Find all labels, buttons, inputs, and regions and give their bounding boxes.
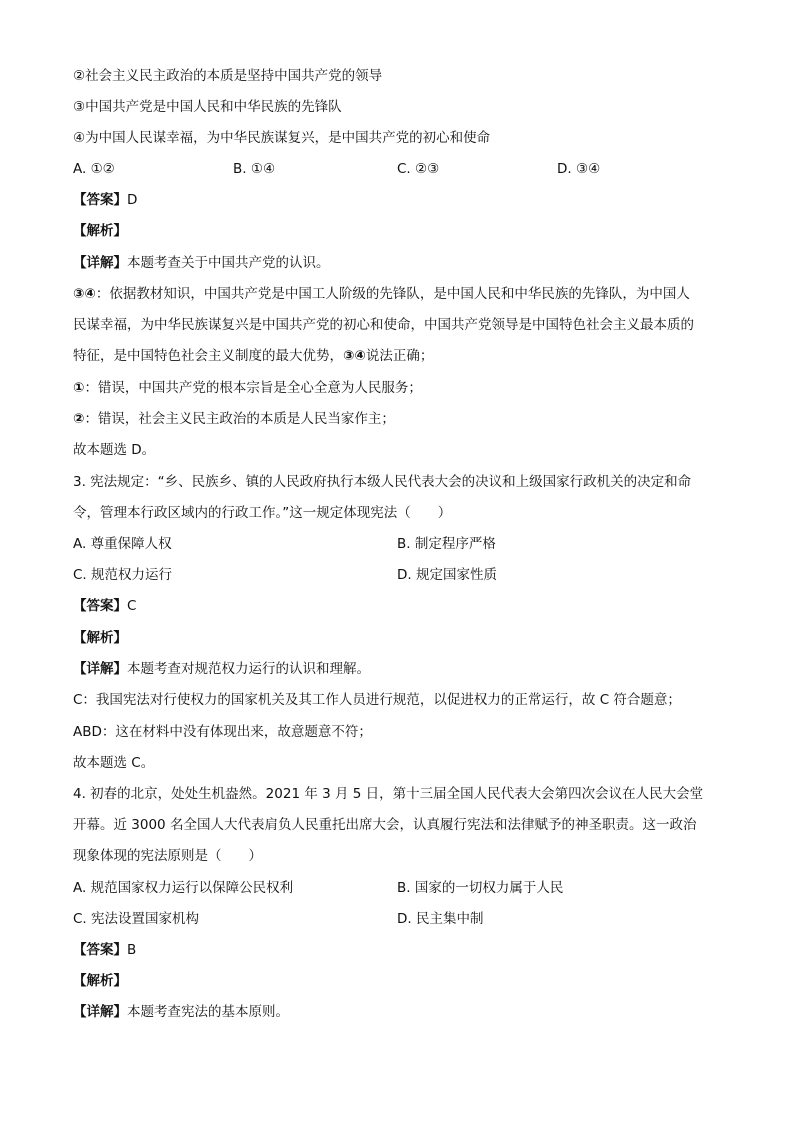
q4-answer bbox=[73, 940, 136, 960]
statement-ref: ③④ bbox=[73, 286, 96, 302]
q2-option-b: B. ①④ bbox=[233, 161, 276, 177]
q2-statement-4: ④为中国人民谋幸福，为中华民族谋复兴，是中国共产党的初心和使命 bbox=[73, 130, 491, 146]
explain-text: 说法正确； bbox=[365, 348, 434, 364]
q4-option-c: C. 宪法设置国家机构 bbox=[73, 911, 200, 927]
q3-answer bbox=[73, 596, 136, 616]
explain-text: ：错误，中国共产党的根本宗旨是全心全意为人民服务； bbox=[84, 380, 422, 396]
q2-explain-line-1 bbox=[73, 284, 690, 304]
answer-value: B bbox=[127, 942, 137, 958]
explain-text: ：错误，社会主义民主政治的本质是人民当家作主； bbox=[84, 411, 395, 427]
statement-ref: ③④ bbox=[343, 348, 366, 364]
q2-explain-line-3 bbox=[73, 346, 433, 366]
detail-label: 【详解】 bbox=[73, 255, 127, 271]
q4-option-a: A. 规范国家权力运行以保障公民权利 bbox=[73, 880, 294, 896]
q2-option-d: D. ③④ bbox=[557, 161, 601, 177]
q4-stem-line-1: 4. 初春的北京，处处生机盎然。2021 年 3 月 5 日，第十三届全国人民代表大会第四次会议在人民大会堂 bbox=[73, 786, 704, 802]
q3-explain-line-2: ABD：这在材料中没有体现出来，故意题意不符； bbox=[73, 724, 372, 740]
answer-value: D bbox=[127, 192, 138, 208]
q4-analysis-label: 【解析】 bbox=[73, 973, 127, 989]
detail-text: 本题考查对规范权力运行的认识和理解。 bbox=[127, 661, 370, 677]
explain-text: 特征，是中国特色社会主义制度的最大优势， bbox=[73, 348, 343, 364]
q3-stem-line-2: 令，管理本行政区域内的行政工作。”这一规定体现宪法（ ） bbox=[73, 505, 452, 521]
q4-detail bbox=[73, 1002, 289, 1022]
answer-value: C bbox=[127, 598, 137, 614]
q4-stem-line-2: 开幕。近 3000 名全国人大代表肩负人民重托出席大会，认真履行宪法和法律赋予的神圣职责。这一政治 bbox=[73, 817, 697, 833]
q2-explain-line-4 bbox=[73, 378, 422, 398]
q3-option-c: C. 规范权力运行 bbox=[73, 567, 173, 583]
q3-option-a: A. 尊重保障人权 bbox=[73, 536, 172, 552]
q2-option-c: C. ②③ bbox=[397, 161, 440, 177]
statement-ref: ① bbox=[73, 380, 85, 396]
q2-option-a: A. ①② bbox=[73, 161, 115, 177]
q3-option-b: B. 制定程序严格 bbox=[397, 536, 496, 552]
detail-label: 【详解】 bbox=[73, 661, 127, 677]
q2-statement-3: ③中国共产党是中国人民和中华民族的先锋队 bbox=[73, 99, 342, 115]
explain-text: ：依据教材知识，中国共产党是中国工人阶级的先锋队，是中国人民和中华民族的先锋队，为中国人 bbox=[95, 286, 690, 302]
detail-label: 【详解】 bbox=[73, 1004, 127, 1020]
statement-ref: ② bbox=[73, 411, 85, 427]
q4-option-d: D. 民主集中制 bbox=[397, 911, 484, 927]
q3-option-d: D. 规定国家性质 bbox=[397, 567, 497, 583]
q2-conclusion: 故本题选 D。 bbox=[73, 442, 156, 458]
q3-conclusion: 故本题选 C。 bbox=[73, 755, 155, 771]
q3-stem-line-1: 3. 宪法规定：“乡、民族乡、镇的人民政府执行本级人民代表大会的决议和上级国家行政机关的决定和命 bbox=[73, 474, 692, 490]
answer-label: 【答案】 bbox=[73, 942, 127, 958]
q2-detail bbox=[73, 253, 330, 273]
q3-detail bbox=[73, 659, 370, 679]
detail-text: 本题考查关于中国共产党的认识。 bbox=[127, 255, 330, 271]
q3-analysis-label: 【解析】 bbox=[73, 630, 127, 646]
q4-stem-line-3: 现象体现的宪法原则是（ ） bbox=[73, 848, 262, 864]
q2-analysis-label: 【解析】 bbox=[73, 223, 127, 239]
q2-explain-line-5 bbox=[73, 409, 395, 429]
answer-label: 【答案】 bbox=[73, 598, 127, 614]
q3-explain-line-1: C：我国宪法对行使权力的国家机关及其工作人员进行规范，以促进权力的正常运行，故 C 符合题意； bbox=[73, 692, 681, 708]
q2-answer bbox=[73, 190, 137, 210]
q2-explain-line-2: 民谋幸福，为中华民族谋复兴是中国共产党的初心和使命，中国共产党领导是中国特色社会主义最本质的 bbox=[73, 317, 694, 333]
q4-option-b: B. 国家的一切权力属于人民 bbox=[397, 880, 564, 896]
detail-text: 本题考查宪法的基本原则。 bbox=[127, 1004, 289, 1020]
answer-label: 【答案】 bbox=[73, 192, 127, 208]
q2-statement-2: ②社会主义民主政治的本质是坚持中国共产党的领导 bbox=[73, 68, 383, 84]
